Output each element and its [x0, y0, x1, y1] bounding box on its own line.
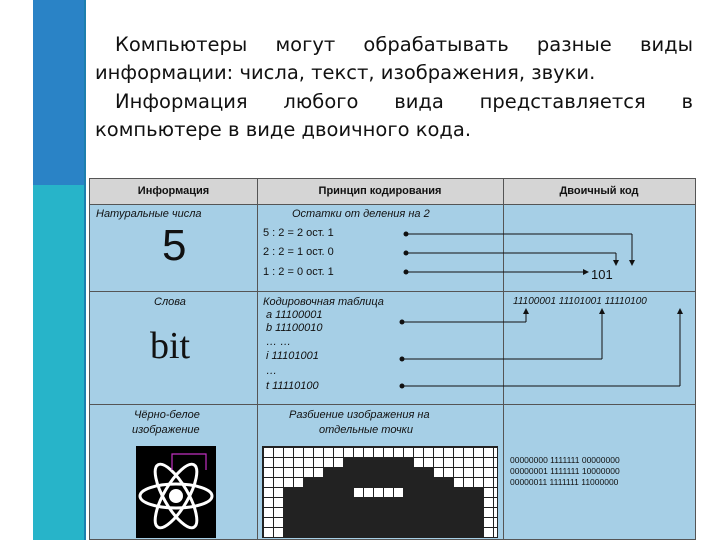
row1-step: 5 : 2 = 2 ост. 1: [263, 227, 334, 239]
row1-code: 101: [591, 267, 613, 282]
row1-sample: 5: [162, 221, 187, 270]
row2-info: Слова: [154, 296, 186, 308]
row1-principle: Остатки от деления на 2: [292, 208, 430, 220]
row3-code: 00000011 1111111 11000000: [510, 477, 619, 487]
row2-entry: b 11100010: [266, 322, 323, 334]
row2-entry: …: [266, 365, 277, 377]
row1-step: 2 : 2 = 1 ост. 0: [263, 246, 334, 258]
row2-entry: t 11110100: [266, 380, 319, 392]
row3-info: Чёрно-белое: [134, 409, 200, 421]
row1-step: 1 : 2 = 0 ост. 1: [263, 266, 334, 278]
row3-code: 00000001 1111111 10000000: [510, 466, 620, 476]
row1-info: Натуральные числа: [96, 208, 202, 220]
header-code: Двоичный код: [559, 185, 639, 197]
row2-entry: i 11101001: [266, 350, 319, 362]
binary-paragraph: Информация любого вида представляется в компьютере в виде двоичного кода.: [95, 90, 693, 141]
header-principle: Принцип кодирования: [318, 185, 442, 197]
mapping-arrows: [90, 179, 695, 539]
intro-paragraph: Компьютеры могут обрабатывать разные виды информации: числа, текст, изображения, звуки.: [95, 33, 693, 84]
sidebar-blue-block: [33, 0, 85, 185]
row3-principle: Разбиение изображения на: [289, 409, 430, 421]
sidebar-divider: [84, 0, 86, 540]
row2-code: 11100001 11101001 11110100: [513, 296, 647, 307]
sidebar-teal-block: [33, 185, 85, 540]
sidebar-decoration: [0, 0, 86, 540]
row3-principle: отдельные точки: [319, 424, 413, 436]
row2-entry: a 11100001: [266, 309, 323, 321]
row2-principle: Кодировочная таблица: [263, 296, 384, 308]
encoding-table: [89, 178, 696, 540]
row3-code: 00000000 1111111 00000000: [510, 455, 620, 465]
row3-info: изображение: [132, 424, 200, 436]
row2-entry: … …: [266, 336, 292, 348]
row2-sample: bit: [150, 325, 191, 367]
header-info: Информация: [137, 185, 210, 197]
